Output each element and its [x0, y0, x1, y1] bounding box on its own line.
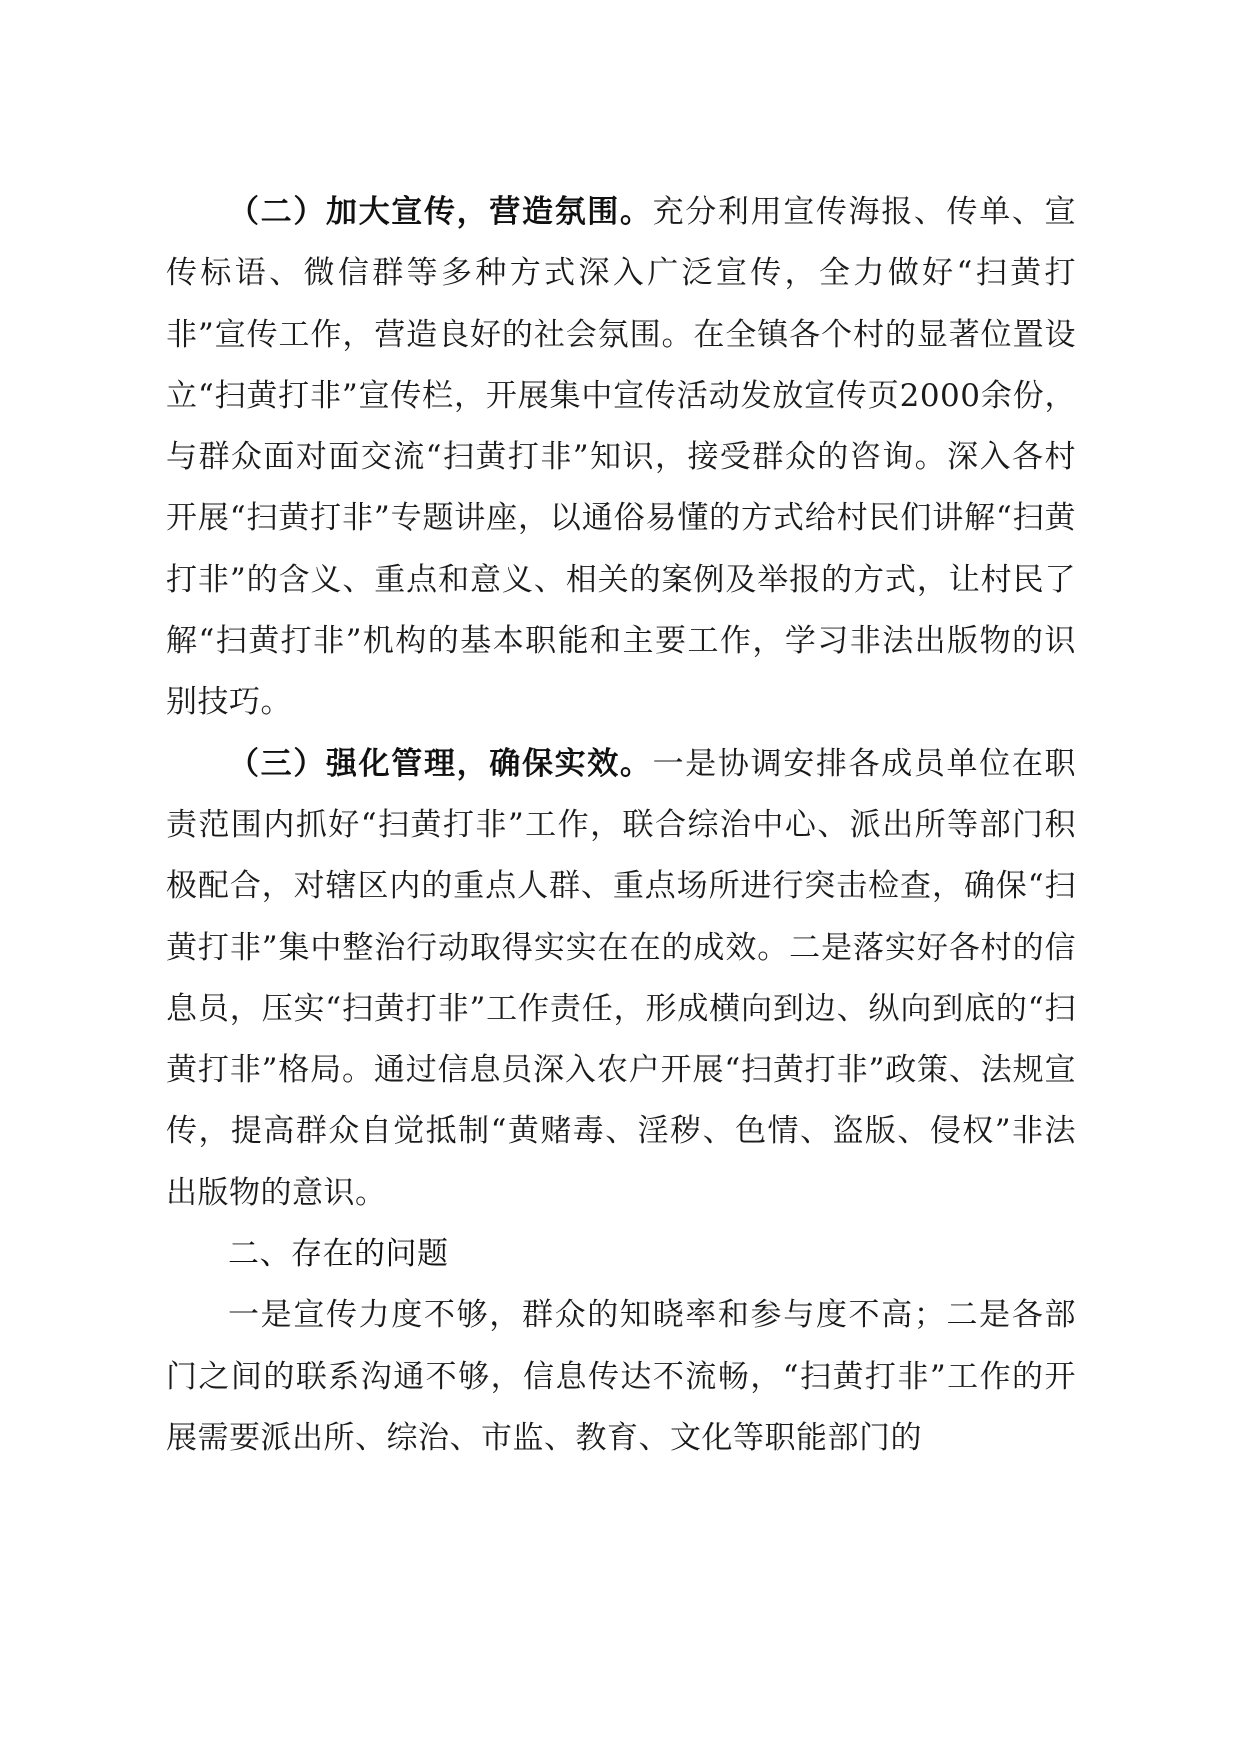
paragraph-heading: （三）强化管理，确保实效。: [228, 745, 653, 782]
paragraph-problems: 一是宣传力度不够，群众的知晓率和参与度不高；二是各部门之间的联系沟通不够，信息传达不流畅，“扫黄打非”工作的开展需要派出所、综治、市监、教育、文化等职能部门的: [166, 1297, 1076, 1456]
paragraph-body: 一是协调安排各成员单位在职责范围内抓好“扫黄打非”工作，联合综治中心、派出所等部门积极配合，对辖区内的重点人群、重点场所进行突击检查，确保“扫黄打非”集中整治行动取得实实在在的成效。二是落实好各村的信息员，压实“扫黄打非”工作责任，形成横向到边、纵向到底的“扫黄打非”格局。通过信息员深入农户开展“扫黄打非”政策、法规宣传，提高群众自觉抵制“黄赌毒、淫秽、色情、盗版、侵权”非法出版物的意识。: [166, 745, 1077, 1211]
paragraph-body: 充分利用宣传海报、传单、宣传标语、微信群等多种方式深入广泛宣传，全力做好“扫黄打非”宣传工作，营造良好的社会氛围。在全镇各个村的显著位置设立“扫黄打非”宣传栏，开展集中宣传活动发放宣传页2000余份，与群众面对面交流“扫黄打非”知识，接受群众的咨询。深入各村开展“扫黄打非”专题讲座，以通俗易懂的方式给村民们讲解“扫黄打非”的含义、重点和意义、相关的案例及举报的方式，让村民了解“扫黄打非”机构的基本职能和主要工作，学习非法出版物的识别技巧。: [166, 194, 1077, 721]
paragraph-publicity: [166, 182, 1076, 734]
section-title-problems: 二、存在的问题: [228, 1236, 449, 1273]
paragraph-heading: （二）加大宣传，营造氛围。: [228, 194, 653, 230]
paragraph-management: [166, 734, 1076, 1224]
document-page: [166, 182, 1076, 1469]
